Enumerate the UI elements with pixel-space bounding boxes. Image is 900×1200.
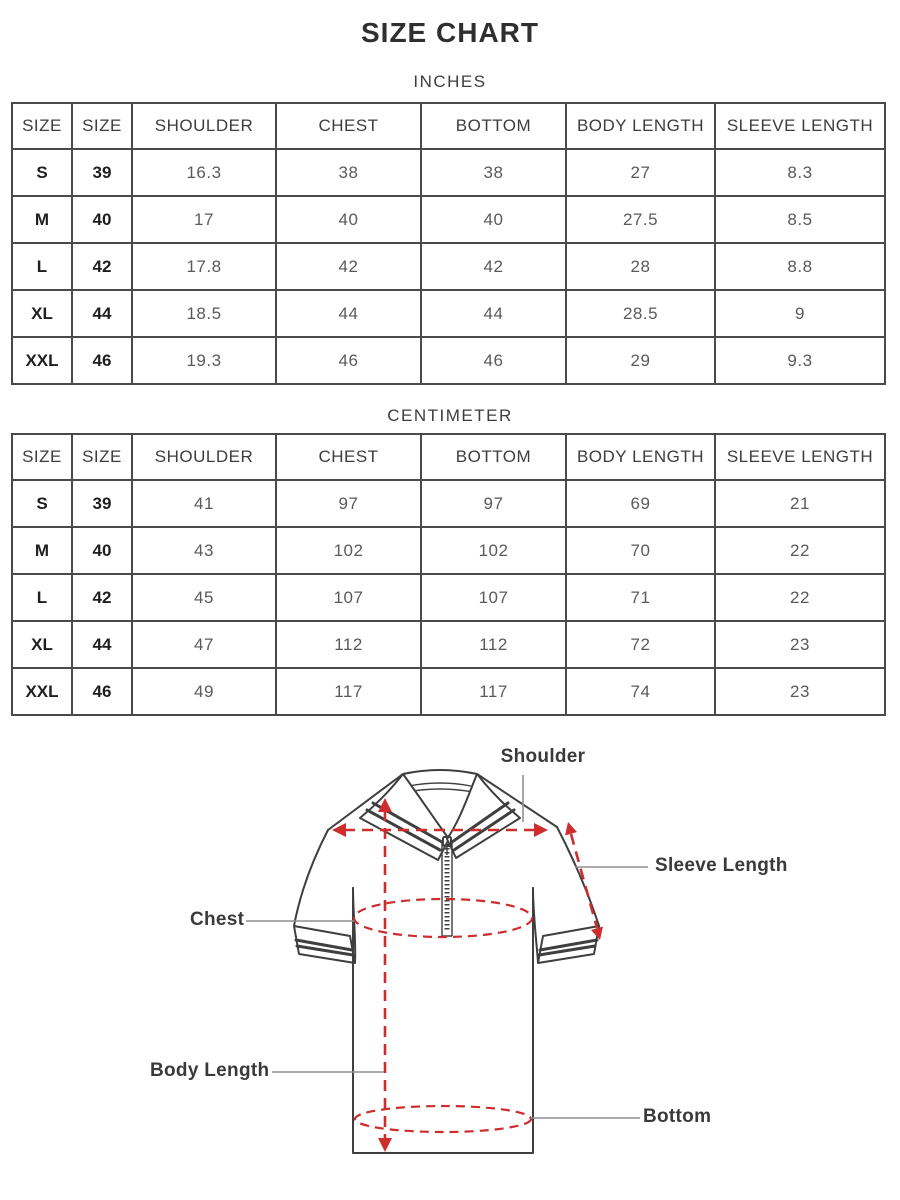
value-cell: 39	[72, 149, 132, 196]
chest-label: Chest	[190, 909, 245, 930]
value-cell: 102	[421, 527, 566, 574]
size-label-cell: XL	[12, 621, 72, 668]
value-cell: 70	[566, 527, 715, 574]
column-header: BOTTOM	[421, 103, 566, 149]
header-row	[12, 103, 885, 149]
value-cell: 117	[421, 668, 566, 715]
value-cell: 41	[132, 480, 276, 527]
value-cell: 29	[566, 337, 715, 384]
value-cell: 28.5	[566, 290, 715, 337]
column-header: SHOULDER	[132, 103, 276, 149]
value-cell: 42	[421, 243, 566, 290]
value-cell: 69	[566, 480, 715, 527]
value-cell: 42	[72, 574, 132, 621]
table-row	[12, 668, 885, 715]
column-header: SIZE	[12, 103, 72, 149]
body-length-measure-arrow	[378, 798, 392, 1152]
value-cell: 8.5	[715, 196, 885, 243]
value-cell: 40	[276, 196, 421, 243]
body-length-label: Body Length	[150, 1060, 270, 1081]
zipper	[442, 837, 452, 936]
value-cell: 42	[72, 243, 132, 290]
column-header: BODY LENGTH	[566, 103, 715, 149]
value-cell: 112	[276, 621, 421, 668]
table-row	[12, 149, 885, 196]
value-cell: 16.3	[132, 149, 276, 196]
size-label-cell: L	[12, 243, 72, 290]
table-row	[12, 527, 885, 574]
value-cell: 40	[72, 196, 132, 243]
value-cell: 72	[566, 621, 715, 668]
value-cell: 27	[566, 149, 715, 196]
value-cell: 74	[566, 668, 715, 715]
value-cell: 46	[276, 337, 421, 384]
centimeter-section-title: CENTIMETER	[387, 406, 513, 425]
value-cell: 47	[132, 621, 276, 668]
column-header: SIZE	[72, 103, 132, 149]
value-cell: 44	[276, 290, 421, 337]
value-cell: 23	[715, 621, 885, 668]
value-cell: 102	[276, 527, 421, 574]
value-cell: 28	[566, 243, 715, 290]
size-label-cell: L	[12, 574, 72, 621]
table-row	[12, 243, 885, 290]
table-row	[12, 574, 885, 621]
value-cell: 9	[715, 290, 885, 337]
value-cell: 45	[132, 574, 276, 621]
value-cell: 22	[715, 527, 885, 574]
value-cell: 39	[72, 480, 132, 527]
sleeve-length-label: Sleeve Length	[655, 855, 788, 876]
size-label-cell: XXL	[12, 337, 72, 384]
value-cell: 17	[132, 196, 276, 243]
value-cell: 97	[276, 480, 421, 527]
size-label-cell: XXL	[12, 668, 72, 715]
value-cell: 22	[715, 574, 885, 621]
bottom-label: Bottom	[643, 1106, 712, 1127]
value-cell: 21	[715, 480, 885, 527]
column-header: BODY LENGTH	[566, 434, 715, 480]
value-cell: 112	[421, 621, 566, 668]
value-cell: 46	[72, 337, 132, 384]
value-cell: 97	[421, 480, 566, 527]
value-cell: 46	[72, 668, 132, 715]
value-cell: 40	[421, 196, 566, 243]
value-cell: 71	[566, 574, 715, 621]
value-cell: 44	[72, 290, 132, 337]
column-header: SLEEVE LENGTH	[715, 103, 885, 149]
table-row	[12, 290, 885, 337]
inches-size-table	[11, 102, 886, 385]
value-cell: 9.3	[715, 337, 885, 384]
value-cell: 107	[421, 574, 566, 621]
value-cell: 49	[132, 668, 276, 715]
size-label-cell: M	[12, 527, 72, 574]
table-row	[12, 621, 885, 668]
value-cell: 27.5	[566, 196, 715, 243]
value-cell: 43	[132, 527, 276, 574]
value-cell: 107	[276, 574, 421, 621]
shoulder-label: Shoulder	[500, 746, 586, 767]
chest-measure-ellipse	[354, 899, 532, 937]
column-header: SHOULDER	[132, 434, 276, 480]
column-header: CHEST	[276, 103, 421, 149]
centimeter-size-table	[11, 433, 886, 716]
column-header: SIZE	[12, 434, 72, 480]
size-label-cell: S	[12, 149, 72, 196]
column-header: BOTTOM	[421, 434, 566, 480]
column-header: CHEST	[276, 434, 421, 480]
value-cell: 44	[421, 290, 566, 337]
inches-section-title: INCHES	[413, 72, 487, 91]
header-row	[12, 434, 885, 480]
page-title: SIZE CHART	[361, 17, 539, 48]
value-cell: 38	[421, 149, 566, 196]
polo-shirt-illustration	[0, 740, 900, 1200]
value-cell: 18.5	[132, 290, 276, 337]
bottom-measure-ellipse	[355, 1106, 531, 1132]
table-row	[12, 337, 885, 384]
value-cell: 8.8	[715, 243, 885, 290]
value-cell: 40	[72, 527, 132, 574]
size-label-cell: XL	[12, 290, 72, 337]
value-cell: 38	[276, 149, 421, 196]
value-cell: 42	[276, 243, 421, 290]
column-header: SLEEVE LENGTH	[715, 434, 885, 480]
value-cell: 19.3	[132, 337, 276, 384]
measurement-diagram	[0, 740, 900, 1200]
table-row	[12, 480, 885, 527]
value-cell: 46	[421, 337, 566, 384]
value-cell: 8.3	[715, 149, 885, 196]
size-label-cell: M	[12, 196, 72, 243]
value-cell: 23	[715, 668, 885, 715]
table-row	[12, 196, 885, 243]
value-cell: 117	[276, 668, 421, 715]
column-header: SIZE	[72, 434, 132, 480]
size-label-cell: S	[12, 480, 72, 527]
value-cell: 17.8	[132, 243, 276, 290]
value-cell: 44	[72, 621, 132, 668]
